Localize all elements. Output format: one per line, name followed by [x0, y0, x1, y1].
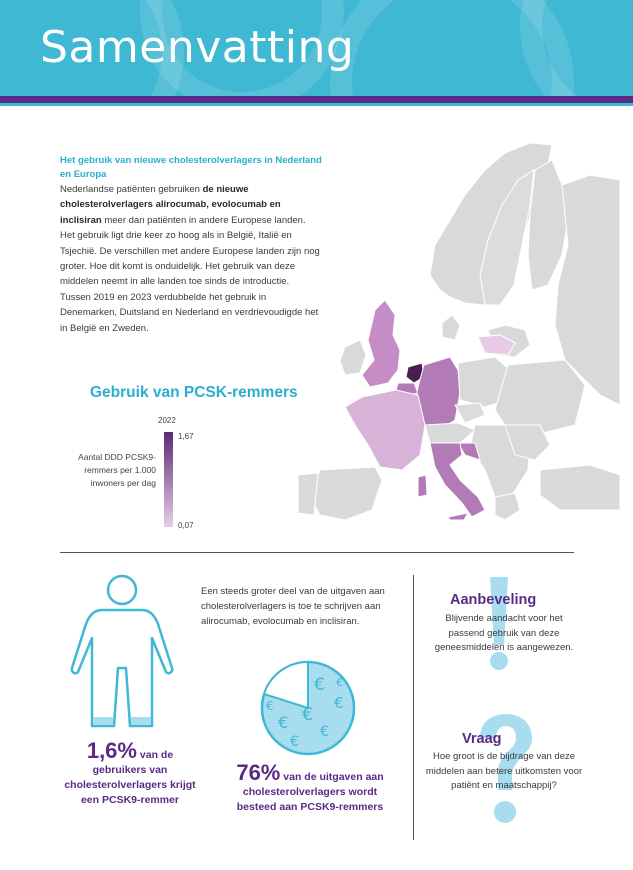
intro-body-part-1: Nederlandse patiënten gebruiken [60, 184, 203, 195]
map-denmark [442, 315, 460, 340]
recommendation-text: Blijvende aandacht voor het passend gebruik van deze geneesmiddelen is aangewezen. [434, 613, 574, 653]
header-band-teal [0, 103, 633, 106]
legend-color-bar [164, 432, 173, 527]
map-portugal [298, 473, 318, 515]
header-band-purple [0, 96, 633, 103]
intro-body-bold: de nieuwe cholesterolverlagers alirocumab, evolocumab en inclisiran [60, 184, 281, 226]
map-turkey [540, 465, 620, 510]
stat2-text [225, 760, 395, 815]
map-greece [495, 493, 520, 520]
svg-text:€: € [290, 734, 299, 750]
decorative-swirl [520, 0, 633, 96]
divider-horizontal [60, 552, 574, 553]
svg-text:€: € [336, 676, 343, 689]
svg-text:€: € [334, 694, 344, 712]
stat1-text [60, 738, 200, 808]
question-text: Hoe groot is de bijdrage van deze middelen aan betere uitkomsten voor patiënt en maatschappij? [425, 751, 583, 791]
page-title: Samenvatting [40, 22, 355, 73]
intro-body-part-2: meer dan patiënten in andere Europese landen. Het gebruik ligt drie keer zo hoog als in België, Italië en Tsjechië. De verschillen met andere Europese landen zijn nog groter. Hoe dit komt is onduidelijk. Het gebruik van deze middelen neemt in alle landen toe sinds de introductie. Tussen 2019 en 2023 verdubbelde het gebruik in Denemarken, Duitsland en Nederland en verdrievoudigde het in België en Zweden. [60, 214, 320, 334]
map-ireland [340, 340, 366, 375]
recommendation-title: Aanbeveling [450, 592, 537, 608]
svg-text:€: € [314, 675, 325, 695]
legend-year: 2022 [158, 416, 176, 425]
map-ukraine [495, 360, 585, 435]
europe-map [290, 125, 620, 520]
divider-vertical [413, 575, 414, 840]
map-sardinia [418, 475, 427, 497]
stat1-number: 1,6% [86, 738, 137, 763]
legend-label: Aantal DDD PCSK9-remmers per 1.000 inwoners per dag [78, 452, 156, 488]
person-icon [60, 568, 185, 733]
euro-pie-icon [258, 658, 358, 758]
svg-text:€: € [320, 724, 329, 740]
stat1-description: van de gebruikers van cholesterolverlagers krijgt een PCSK9-remmer [64, 749, 196, 806]
svg-text:€: € [278, 713, 289, 732]
intro-heading: Het gebruik van nieuwe cholesterolverlagers in Nederland en Europa [60, 155, 322, 180]
map-sicily [448, 513, 468, 520]
legend-min: 0,07 [178, 521, 194, 530]
map-austria-switzerland [425, 423, 475, 443]
pcsk-title: Gebruik van PCSK-remmers [90, 384, 298, 401]
svg-text:€: € [302, 704, 314, 725]
map-france [345, 390, 425, 470]
stat2-description: van de uitgaven aan cholesterolverlagers wordt besteed aan PCSK9-remmers [236, 771, 384, 813]
intro-body [60, 182, 322, 336]
header-banner [0, 0, 633, 96]
stat2-number: 76% [236, 760, 281, 785]
map-czechia [455, 403, 485, 423]
spending-text: Een steeds groter deel van de uitgaven aan cholesterolverlagers is toe te schrijven aan alirocumab, evolocumab en inclisiran. [201, 586, 385, 627]
question-title: Vraag [462, 731, 502, 747]
legend-max: 1,67 [178, 432, 194, 441]
map-uk [362, 300, 400, 387]
svg-text:€: € [266, 699, 274, 713]
map-spain [310, 467, 382, 520]
